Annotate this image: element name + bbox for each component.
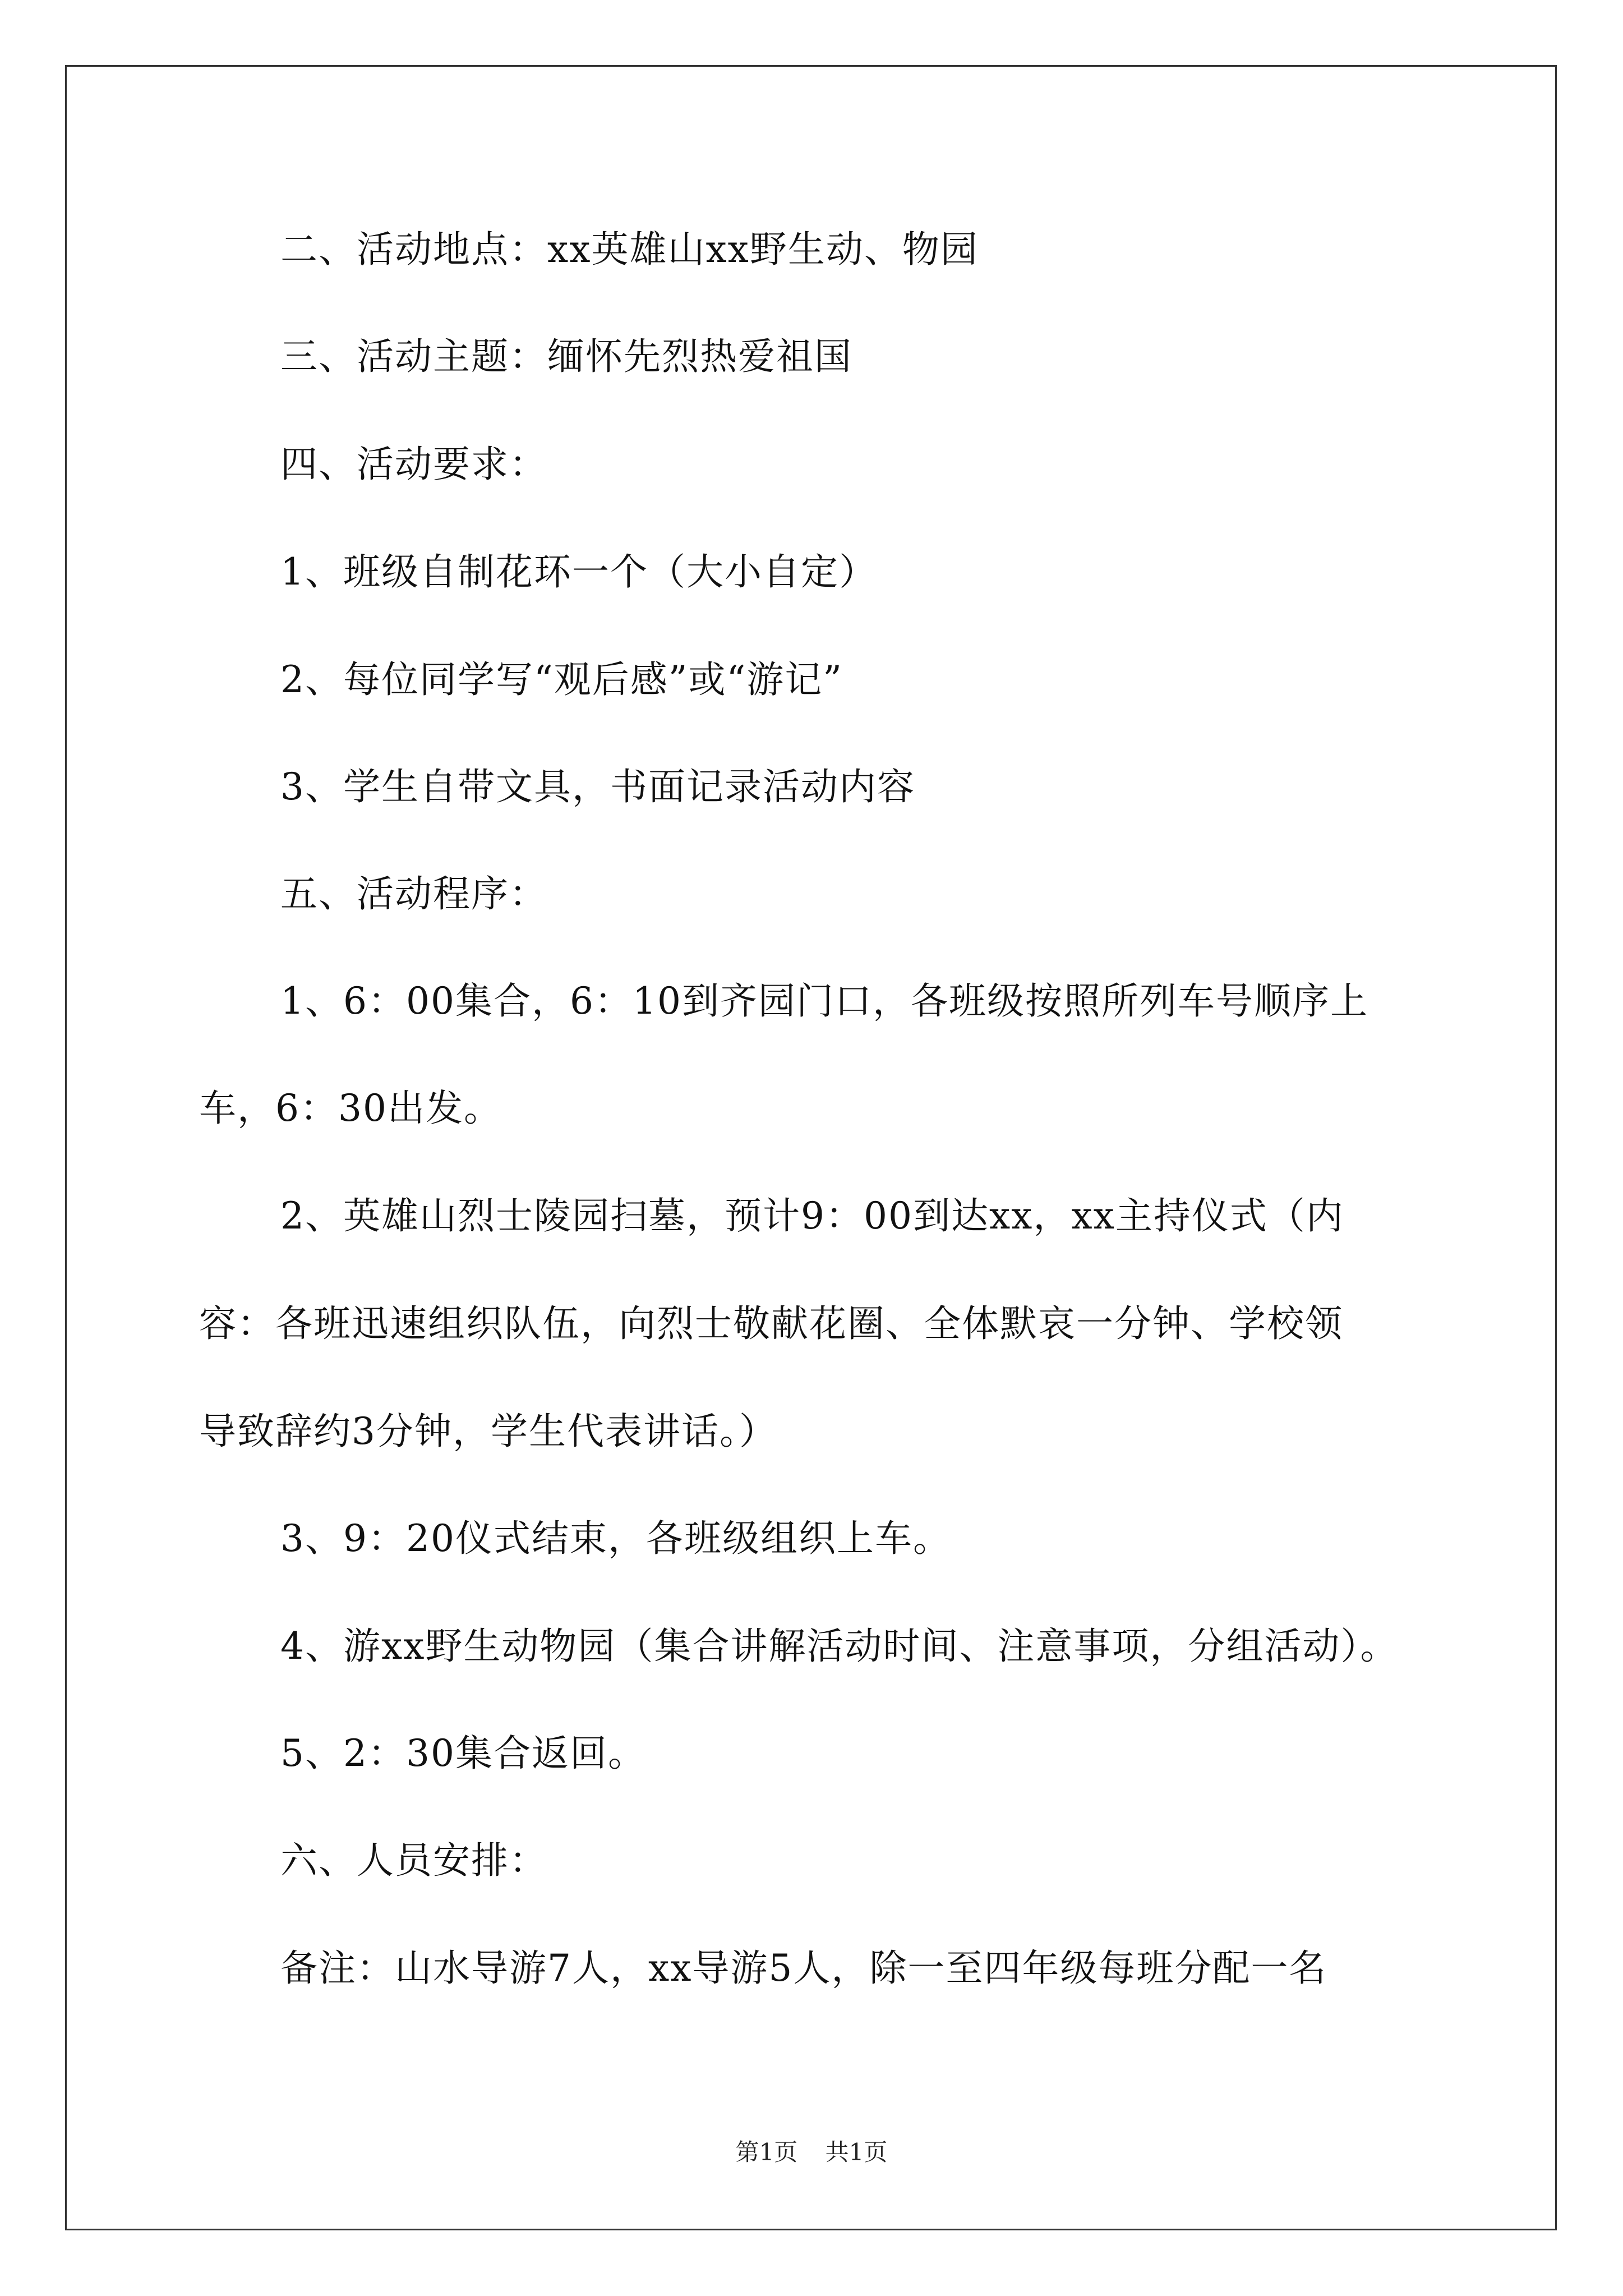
text-line: 五、活动程序： [280, 872, 547, 915]
page-footer [0, 2134, 1623, 2168]
text-line: 3、学生自带文具，书面记录活动内容 [280, 765, 915, 808]
text-line: 车，6：30出发。 [199, 1087, 502, 1130]
text-line: 导致辞约3分钟，学生代表讲话。） [199, 1410, 777, 1453]
text-line: 三、活动主题：缅怀先烈热爱祖国 [280, 335, 852, 378]
text-line: 3、9：20仪式结束，各班级组织上车。 [280, 1517, 951, 1560]
page-number: 第1页 [735, 2138, 798, 2166]
text-line: 二、活动地点：xx英雄山xx野生动、物园 [280, 228, 979, 271]
text-line: 六、人员安排： [280, 1839, 547, 1882]
text-line: 1、6：00集合，6：10到齐园门口，各班级按照所列车号顺序上 [280, 979, 1368, 1023]
text-line: 4、游xx野生动物园（集合讲解活动时间、注意事项，分组活动）。 [280, 1625, 1399, 1668]
page-total: 共1页 [825, 2138, 888, 2166]
text-line: 2、英雄山烈士陵园扫墓，预计9：00到达xx，xx主持仪式（内 [280, 1194, 1344, 1237]
text-line: 备注：山水导游7人，xx导游5人，除一至四年级每班分配一名 [280, 1947, 1327, 1990]
text-line: 容：各班迅速组织队伍，向烈士敬献花圈、全体默哀一分钟、学校领 [199, 1302, 1343, 1345]
text-line: 四、活动要求： [280, 443, 547, 486]
text-line: 1、班级自制花环一个（大小自定） [280, 550, 877, 593]
text-line: 5、2：30集合返回。 [280, 1732, 646, 1775]
page-border [65, 65, 1557, 2230]
text-line: 2、每位同学写“观后感”或“游记” [280, 658, 843, 701]
